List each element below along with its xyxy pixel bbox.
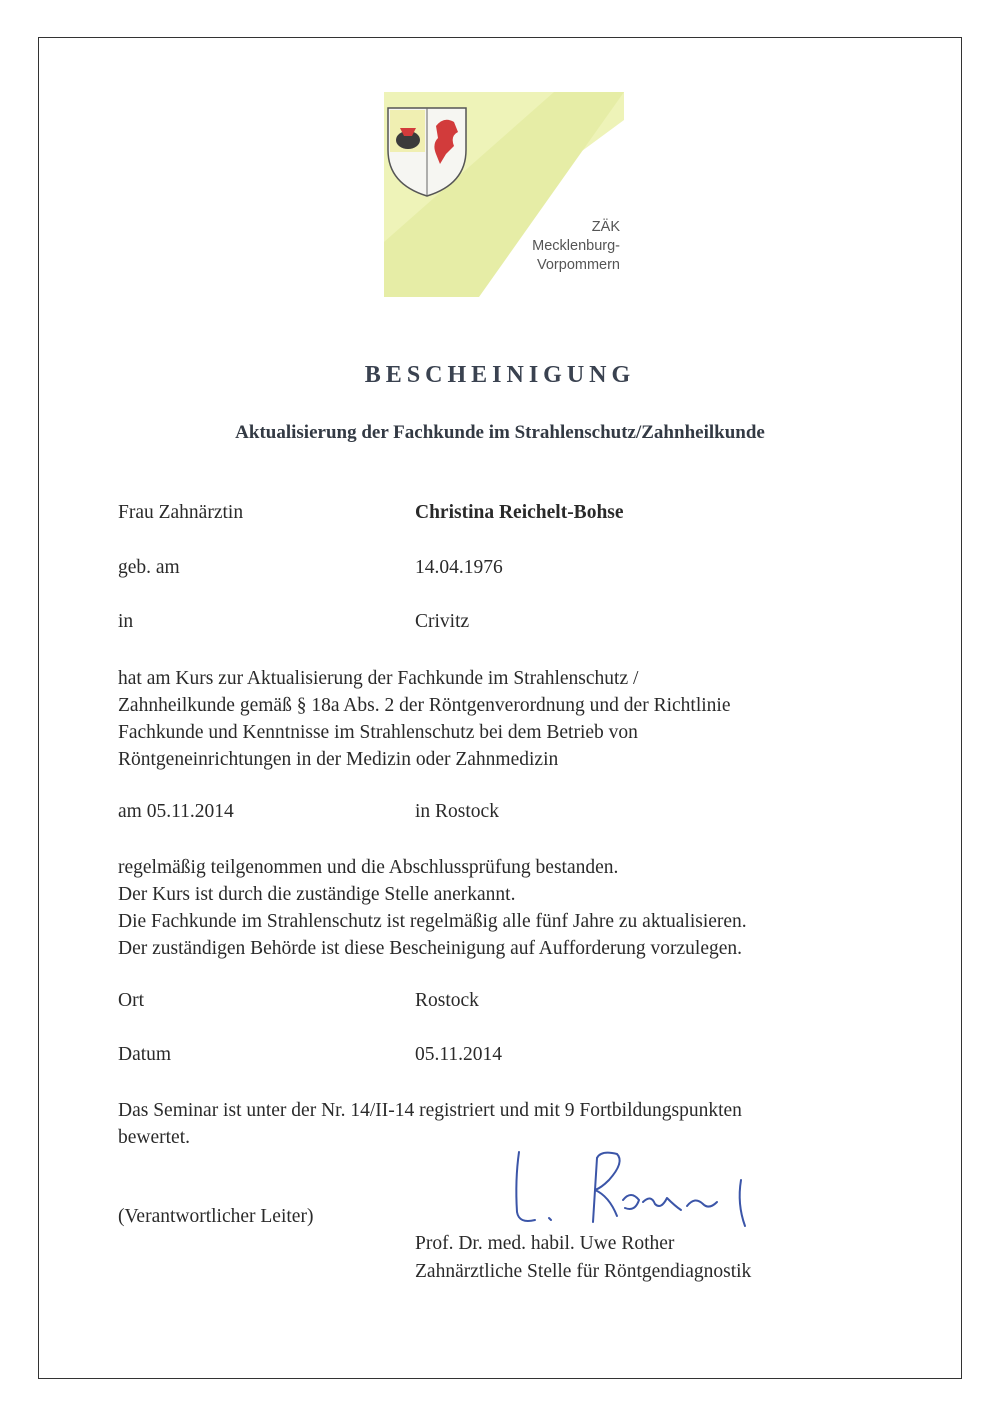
course-location: in Rostock	[415, 801, 499, 822]
document-subtitle: Aktualisierung der Fachkunde im Strahlenschutz/Zahnheilkunde	[235, 422, 765, 443]
logo-text	[532, 218, 620, 275]
seminar-line: Das Seminar ist unter der Nr. 14/II-14 registriert und mit 9 Fortbildungspunkten	[118, 1100, 742, 1121]
birth-label: geb. am	[118, 557, 180, 578]
document-title: BESCHEINIGUNG	[364, 362, 636, 388]
person-name: Christina Reichelt-Bohse	[415, 502, 624, 523]
course-line: Röntgeneinrichtungen in der Medizin oder Zahnmedizin	[118, 749, 559, 770]
logo-line-zak: ZÄK	[591, 219, 620, 235]
logo-line-mecklenburg: Mecklenburg-	[532, 238, 620, 254]
result-line: Der Kurs ist durch die zuständige Stelle anerkannt.	[118, 884, 516, 905]
signer-organization: Zahnärztliche Stelle für Röntgendiagnostik	[415, 1261, 752, 1282]
salutation-label: Frau Zahnärztin	[118, 502, 244, 523]
course-line: Fachkunde und Kenntnisse im Strahlenschutz bei dem Betrieb von	[118, 722, 638, 743]
ort-value: Rostock	[415, 990, 479, 1011]
birth-place-label: in	[118, 611, 134, 632]
handwritten-signature	[505, 1140, 765, 1240]
course-description	[118, 665, 731, 773]
course-date: am 05.11.2014	[118, 801, 234, 822]
datum-value: 05.11.2014	[415, 1044, 503, 1065]
logo-line-vorpommern: Vorpommern	[536, 257, 620, 273]
datum-label: Datum	[118, 1044, 172, 1065]
zak-logo	[384, 92, 624, 297]
course-result	[118, 854, 747, 962]
signer-name: Prof. Dr. med. habil. Uwe Rother	[415, 1233, 675, 1254]
course-line: Zahnheilkunde gemäß § 18a Abs. 2 der Röntgenverordnung und der Richtlinie	[118, 695, 731, 716]
ort-label: Ort	[118, 990, 144, 1011]
seminar-line: bewertet.	[118, 1127, 191, 1148]
course-line: hat am Kurs zur Aktualisierung der Fachkunde im Strahlenschutz /	[118, 668, 639, 689]
birth-date: 14.04.1976	[415, 557, 503, 578]
result-line: Die Fachkunde im Strahlenschutz ist regelmäßig alle fünf Jahre zu aktualisieren.	[118, 911, 747, 932]
birth-place: Crivitz	[415, 611, 470, 632]
role-label: (Verantwortlicher Leiter)	[118, 1206, 314, 1227]
result-line: Der zuständigen Behörde ist diese Bescheinigung auf Aufforderung vorzulegen.	[118, 938, 742, 959]
result-line: regelmäßig teilgenommen und die Abschlussprüfung bestanden.	[118, 857, 619, 878]
